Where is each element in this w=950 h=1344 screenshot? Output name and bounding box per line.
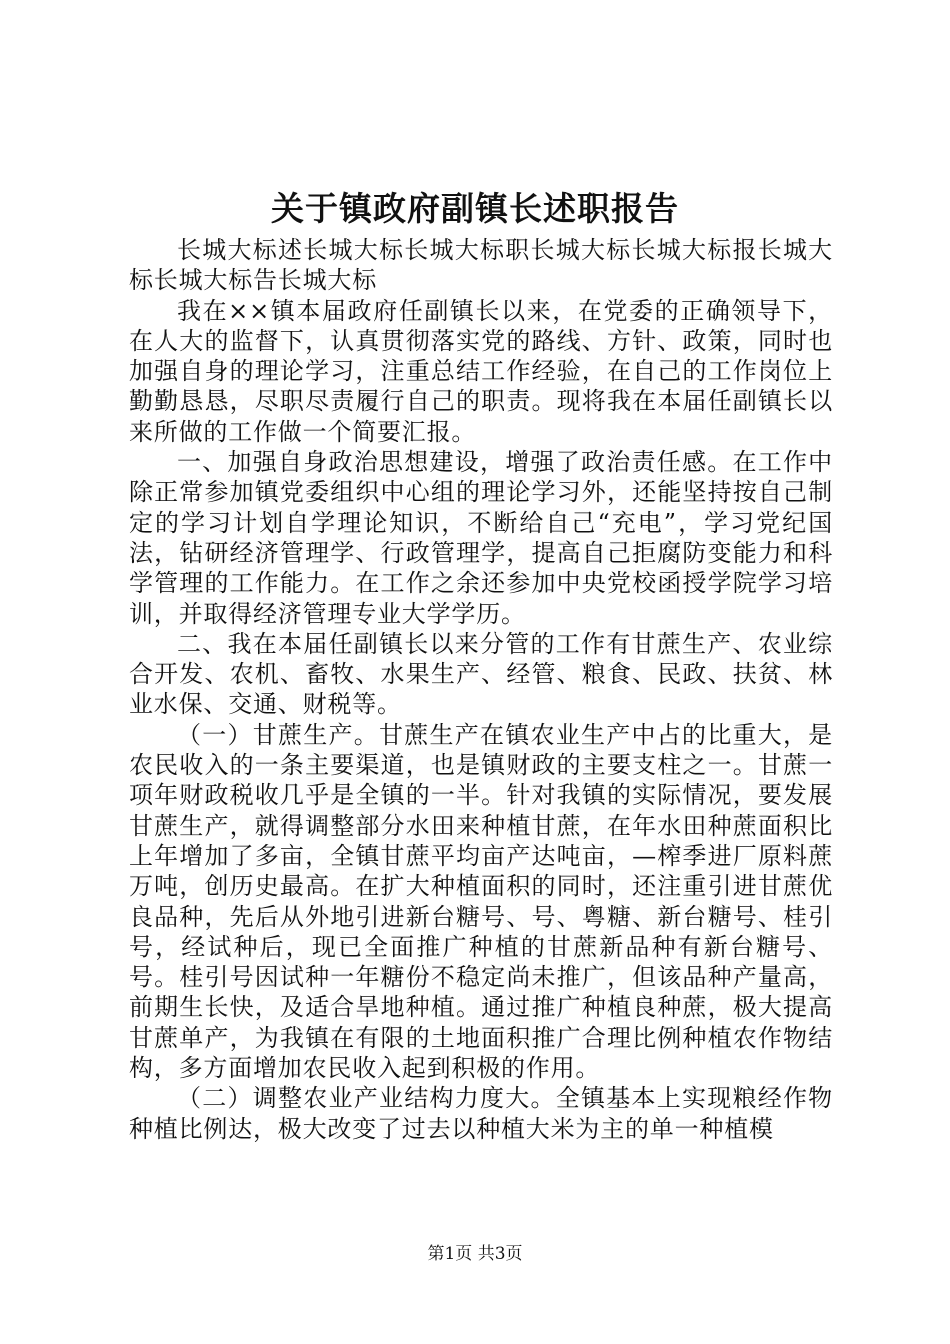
document-title: 关于镇政府副镇长述职报告 bbox=[271, 189, 679, 228]
page-footer: 第1页 共3页 bbox=[427, 1244, 523, 1264]
paragraph-6: （二）调整农业产业结构力度大。全镇基本上实现粮经作物种植比例达，极大改变了过去以种植大米为主的单一种植模 bbox=[129, 1084, 833, 1143]
paragraph-2: 我在××镇本届政府任副镇长以来，在党委的正确领导下，在人大的监督下，认真贯彻落实党的路线、方针、政策，同时也加强自身的理论学习，注重总结工作经验，在自己的工作岗位上勤勤恳恳，尽职尽责履行自己的职责。现将我在本届任副镇长以来所做的工作做一个简要汇报。 bbox=[129, 296, 833, 446]
paragraph-1: 长城大标述长城大标长城大标职长城大标长城大标报长城大标长城大标告长城大标 bbox=[129, 236, 833, 295]
paragraph-3: 一、加强自身政治思想建设，增强了政治责任感。在工作中除正常参加镇党委组织中心组的理论学习外，还能坚持按自己制定的学习计划自学理论知识，不断给自己“充电”，学习党纪国法，钻研经济管理学、行政管理学，提高自己拒腐防变能力和科学管理的工作能力。在工作之余还参加中央党校函授学院学习培训，并取得经济管理专业大学学历。 bbox=[129, 448, 833, 628]
paragraph-4: 二、我在本届任副镇长以来分管的工作有甘蔗生产、农业综合开发、农机、畜牧、水果生产、经管、粮食、民政、扶贫、林业水保、交通、财税等。 bbox=[129, 629, 833, 719]
paragraph-5: （一）甘蔗生产。甘蔗生产在镇农业生产中占的比重大，是农民收入的一条主要渠道，也是镇财政的主要支柱之一。甘蔗一项年财政税收几乎是全镇的一半。针对我镇的实际情况，要发展甘蔗生产，就得调整部分水田来种植甘蔗，在年水田种蔗面积比上年增加了多亩，全镇甘蔗平均亩产达吨亩，—榨季进厂原料蔗万吨，创历史最高。在扩大种植面积的同时，还注重引进甘蔗优良品种，先后从外地引进新台糖号、号、粤糖、新台糖号、桂引号，经试种后，现已全面推广种植的甘蔗新品种有新台糖号、号。桂引号因试种一年糖份不稳定尚未推广，但该品种产量高，前期生长快，及适合旱地种植。通过推广种植良种蔗，极大提高甘蔗单产，为我镇在有限的土地面积推广合理比例种植农作物结构，多方面增加农民收入起到积极的作用。 bbox=[129, 720, 833, 1083]
document-body bbox=[129, 235, 833, 1144]
